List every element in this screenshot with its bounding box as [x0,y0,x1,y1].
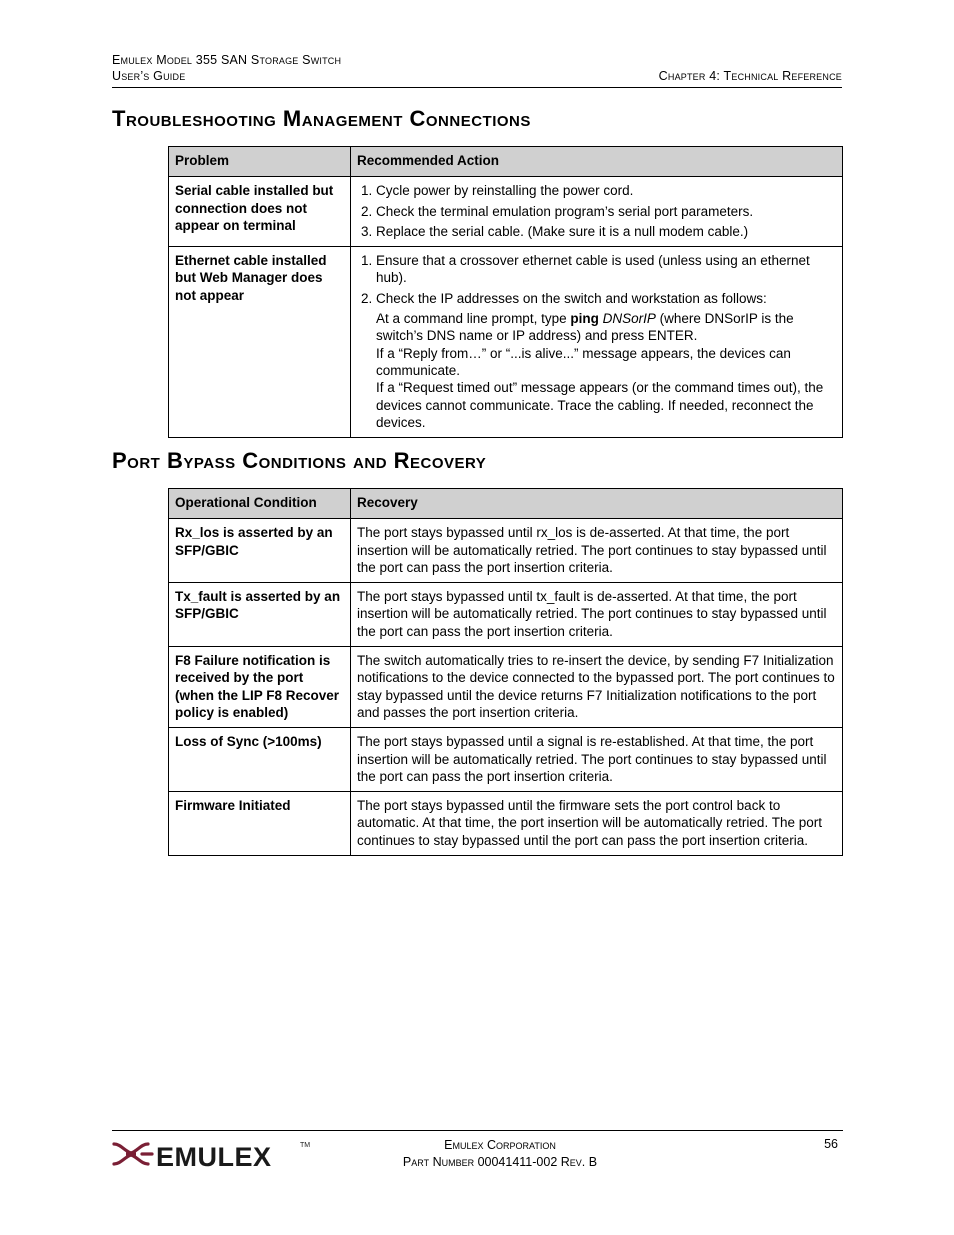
action-step: 1. Cycle power by reinstalling the power cord. [376,182,836,199]
section-title-port-bypass: Port Bypass Conditions and Recovery [112,448,487,473]
page-number: 56 [824,1137,838,1151]
table-row [169,247,843,438]
header-rule [112,87,842,88]
table-header-row [169,489,843,519]
emulex-logo [112,1137,312,1176]
condition-cell: Tx_fault is asserted by an SFP/GBIC [169,583,351,647]
section-title-troubleshooting: Troubleshooting Management Connections [112,106,531,131]
action-step-text: Check the IP addresses on the switch and workstation as follows: [376,290,767,306]
action-step: 3. Replace the serial cable. (Make sure it is a null modem cable.) [376,223,836,240]
ping-argument: DNSorIP [602,311,656,327]
condition-cell: F8 Failure notification is received by the port (when the LIP F8 Recover policy is enabled) [169,647,351,728]
recovery-cell: The switch automatically tries to re-insert the device, by sending F7 Initialization notifications to the device connected to the bypassed port. The port continues to stay bypassed until the device returns F7 Initialization notifications to the port and passes the port insertion criteria. [351,647,843,728]
header-guide: User’s Guide [112,69,186,83]
table-row [169,792,843,856]
condition-cell: Rx_los is asserted by an SFP/GBIC [169,519,351,583]
table-header-row [169,147,843,177]
recovery-cell: The port stays bypassed until a signal is re-established. At that time, the port insertion will be automatically retried. The port continues to stay bypassed until the port can pass the port insertion criteria. [351,728,843,792]
ping-instruction [376,310,836,345]
running-header [112,52,842,84]
emulex-logo-icon [112,1137,312,1171]
reply-note: If a “Reply from…” or “...is alive...” message appears, the devices can communicate. [376,345,791,378]
footer-company: Emulex Corporation [444,1138,556,1152]
recovery-cell: The port stays bypassed until tx_fault is de-asserted. At that time, the port insertion will be automatically retried. The port continues to stay bypassed until the port can pass the port insertion criteria. [351,583,843,647]
recovery-cell: The port stays bypassed until rx_los is de-asserted. At that time, the port insertion will be automatically retried. The port continues to stay bypassed until the port can pass the port insertion criteria. [351,519,843,583]
column-header-condition: Operational Condition [169,489,351,519]
logo-mark-stroke [114,1144,136,1164]
action-cell [351,177,843,247]
ping-command: ping [570,311,599,327]
troubleshooting-table [168,146,843,438]
action-cell [351,247,843,438]
column-header-recovery: Recovery [351,489,843,519]
condition-cell: Firmware Initiated [169,792,351,856]
footer-center [340,1137,660,1171]
action-steps [357,182,836,240]
table-row [169,177,843,247]
logo-trademark: TM [300,1142,311,1149]
action-step [376,290,836,431]
header-title: Emulex Model 355 SAN Storage Switch [112,53,342,67]
problem-cell: Ethernet cable installed but Web Manager does not appear [169,247,351,438]
action-step: 1. Ensure that a crossover ethernet cable is used (unless using an ethernet hub). [376,252,836,287]
port-bypass-table [168,488,843,856]
action-steps [357,252,836,431]
ping-text-b: (where DNSorIP is the switch’s DNS name or IP address) and press ENTER. [376,311,794,344]
table-row [169,519,843,583]
condition-cell: Loss of Sync (>100ms) [169,728,351,792]
table-row [169,647,843,728]
column-header-action: Recommended Action [351,147,843,177]
action-step: 2. Check the terminal emulation program’s serial port parameters. [376,203,836,220]
logo-wordmark: EMULEX [156,1142,272,1171]
table-row [169,583,843,647]
table-row [169,728,843,792]
ping-text-a: At a command line prompt, type [376,311,571,327]
column-header-problem: Problem [169,147,351,177]
problem-cell: Serial cable installed but connection does not appear on terminal [169,177,351,247]
emulex-mark-icon [114,1144,152,1164]
timeout-note: If a “Request timed out” message appears (or the command times out), the devices cannot communicate. Trace the cabling. If needed, reconnect the devices. [376,380,824,430]
header-chapter: Chapter 4: Technical Reference [658,69,842,83]
footer-part-number: Part Number 00041411-002 Rev. B [402,1155,598,1169]
footer-rule [112,1130,843,1131]
recovery-cell: The port stays bypassed until the firmware sets the port control back to automatic. At that time, the port insertion will be automatically retried. The port continues to stay bypassed until the port can pass the port insertion criteria. [351,792,843,856]
